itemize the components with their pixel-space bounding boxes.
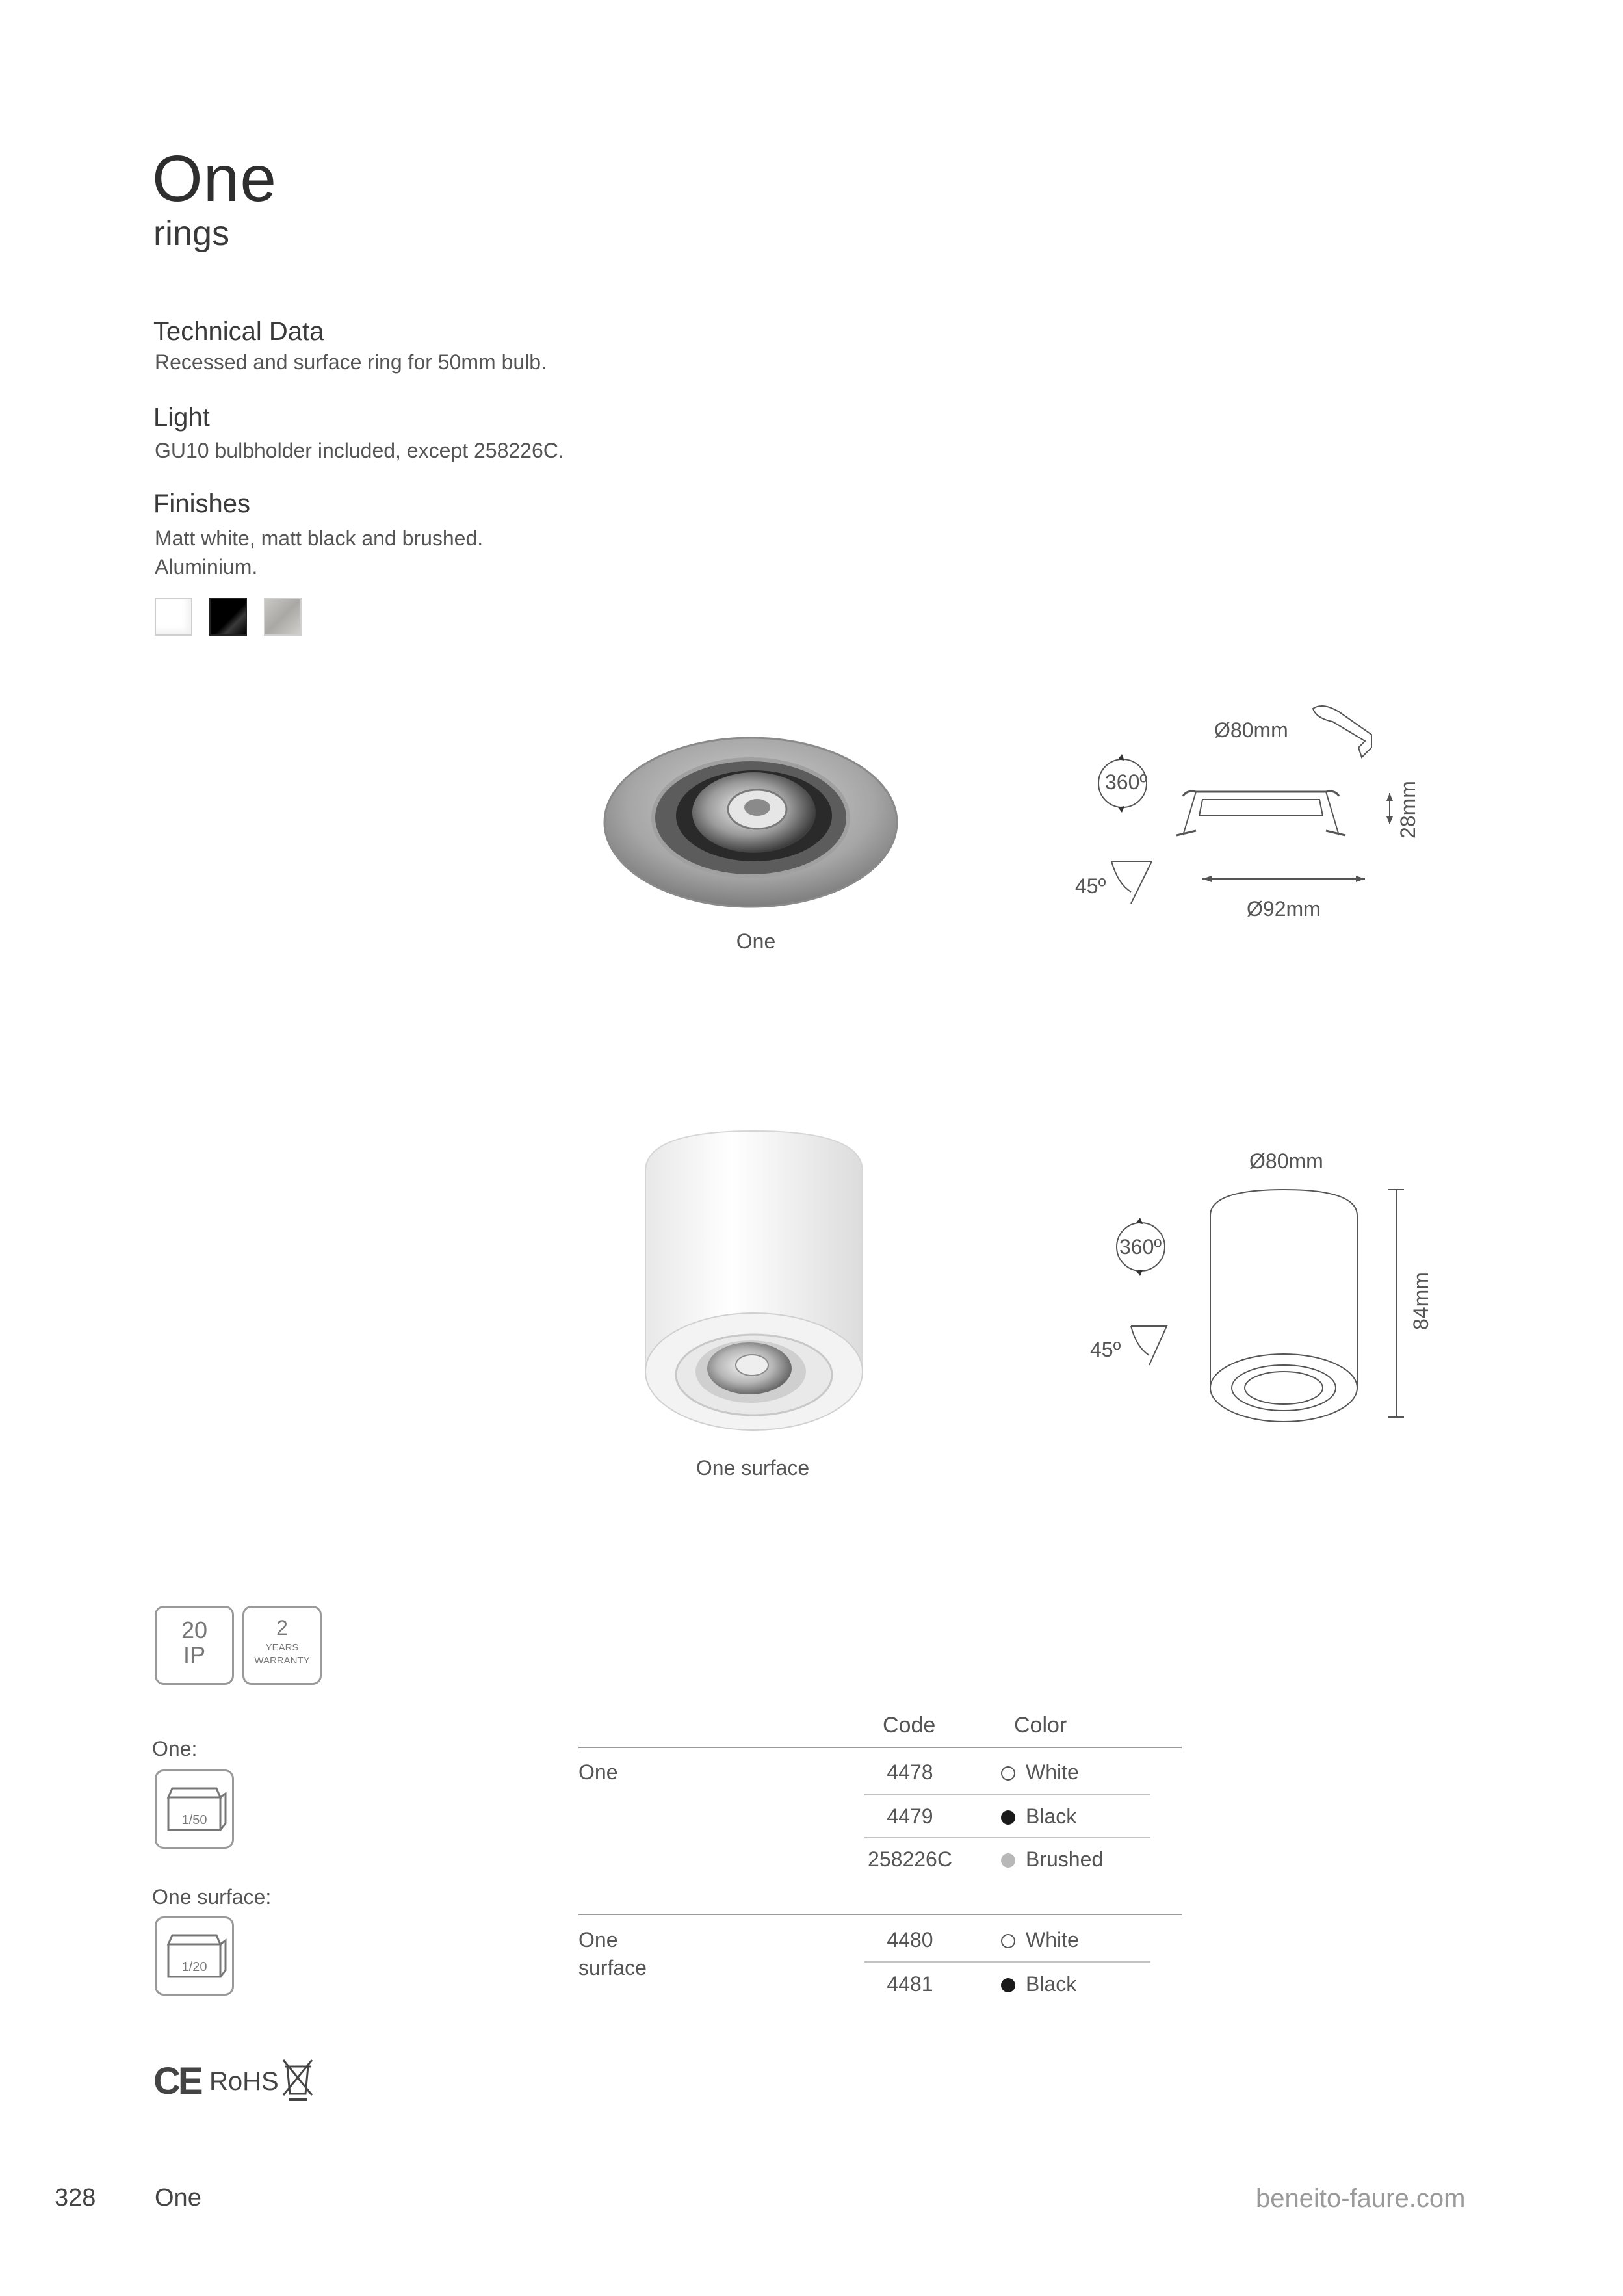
ce-mark: CE bbox=[153, 2060, 201, 2102]
one-surface-caption: One surface bbox=[695, 1456, 810, 1480]
table-header-code: Code bbox=[883, 1713, 936, 1738]
table-divider bbox=[578, 1914, 1182, 1915]
warranty-line2: WARRANTY bbox=[254, 1655, 310, 1666]
table-cell-color: Brushed bbox=[1001, 1847, 1103, 1872]
technical-heading: Technical Data bbox=[153, 317, 324, 346]
table-cell-code: 4480 bbox=[887, 1928, 933, 1951]
finish-swatch-black bbox=[209, 598, 247, 636]
finish-swatch-brushed bbox=[264, 598, 302, 636]
finish-swatch-white bbox=[155, 598, 192, 636]
footer-website-link[interactable]: beneito-faure.com bbox=[1256, 2184, 1466, 2213]
one-tilt-label: 45º bbox=[1075, 874, 1106, 898]
box-icon bbox=[157, 1918, 232, 1994]
ip-rating-badge bbox=[155, 1606, 234, 1685]
light-heading: Light bbox=[153, 403, 210, 432]
table-cell-code: 4478 bbox=[887, 1760, 933, 1784]
table-row-divider bbox=[864, 1961, 1150, 1963]
one-surface-dimension-drawing bbox=[1085, 1177, 1410, 1430]
black-dot-icon bbox=[1001, 1978, 1015, 1992]
table-group-name: One bbox=[578, 1928, 618, 1951]
one-surface-rotation-label: 360º bbox=[1119, 1235, 1162, 1259]
table-cell-color: White bbox=[1001, 1760, 1079, 1784]
table-group-name-2: surface bbox=[578, 1956, 647, 1979]
table-header-color: Color bbox=[1014, 1713, 1067, 1738]
finishes-text-2: Aluminium. bbox=[155, 555, 258, 579]
table-group-name: One bbox=[578, 1760, 618, 1784]
one-product-image bbox=[598, 728, 903, 923]
one-surface-product-image bbox=[634, 1125, 874, 1437]
packaging-qty-one: 1/50 bbox=[181, 1813, 207, 1827]
one-outer-diameter: Ø92mm bbox=[1247, 897, 1321, 920]
packaging-label-one: One: bbox=[152, 1737, 198, 1760]
packaging-box-one bbox=[155, 1769, 234, 1849]
table-row-divider bbox=[864, 1837, 1150, 1838]
brushed-dot-icon bbox=[1001, 1853, 1015, 1868]
table-cell-code: 4481 bbox=[887, 1972, 933, 1996]
finishes-text-1: Matt white, matt black and brushed. bbox=[155, 527, 484, 550]
rohs-mark: RoHS bbox=[209, 2067, 279, 2096]
warranty-badge bbox=[242, 1606, 322, 1685]
table-divider bbox=[578, 1747, 1182, 1748]
warranty-line1: YEARS bbox=[265, 1642, 299, 1653]
ip-number: 20 bbox=[181, 1617, 208, 1643]
page-number: 328 bbox=[55, 2184, 96, 2211]
one-inner-diameter: Ø80mm bbox=[1214, 718, 1288, 742]
technical-text: Recessed and surface ring for 50mm bulb. bbox=[155, 350, 547, 374]
white-dot-icon bbox=[1001, 1766, 1015, 1781]
one-caption: One bbox=[736, 930, 776, 953]
warranty-number: 2 bbox=[276, 1616, 288, 1639]
table-cell-color: Black bbox=[1001, 1805, 1076, 1829]
one-surface-tilt-label: 45º bbox=[1090, 1338, 1121, 1361]
one-rotation-label: 360º bbox=[1105, 770, 1148, 794]
packaging-qty-one-surface: 1/20 bbox=[181, 1960, 207, 1974]
box-icon bbox=[157, 1771, 232, 1847]
light-text: GU10 bulbholder included, except 258226C. bbox=[155, 439, 564, 462]
table-cell-code: 258226C bbox=[868, 1847, 952, 1871]
page-title: One bbox=[152, 142, 278, 215]
ip-label: IP bbox=[183, 1641, 205, 1668]
white-dot-icon bbox=[1001, 1934, 1015, 1948]
one-surface-height: 84mm bbox=[1409, 1272, 1433, 1330]
one-height: 28mm bbox=[1396, 781, 1420, 839]
packaging-label-one-surface: One surface: bbox=[152, 1885, 272, 1909]
page-subtitle: rings bbox=[153, 214, 230, 253]
weee-bin-icon bbox=[279, 2057, 316, 2103]
packaging-box-one-surface bbox=[155, 1916, 234, 1996]
table-row-divider bbox=[864, 1794, 1150, 1795]
table-cell-color: Black bbox=[1001, 1972, 1076, 1996]
one-surface-diameter: Ø80mm bbox=[1249, 1149, 1323, 1173]
finishes-heading: Finishes bbox=[153, 489, 250, 518]
footer-section: One bbox=[155, 2184, 201, 2211]
table-cell-color: White bbox=[1001, 1928, 1079, 1952]
table-cell-code: 4479 bbox=[887, 1805, 933, 1828]
black-dot-icon bbox=[1001, 1810, 1015, 1825]
